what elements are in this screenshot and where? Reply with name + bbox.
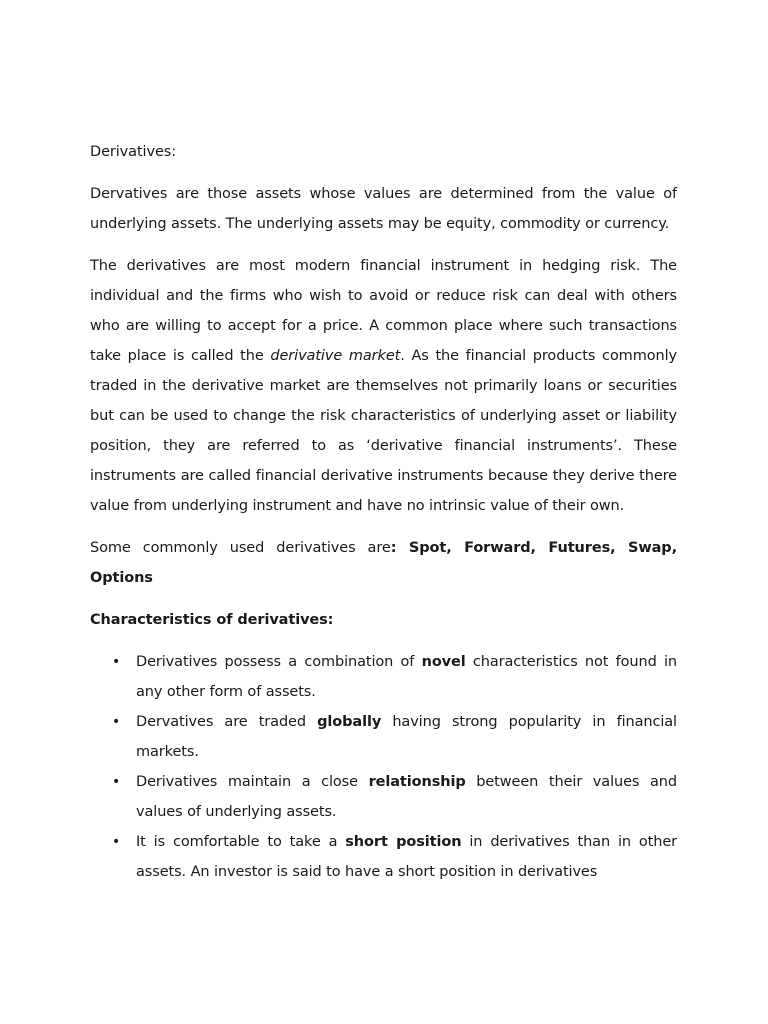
paragraph-hedging-part2: . As the financial products commonly traded in the derivative market are themselves not primarily loans or securities but can be used to change the risk characteristics of underlying asset or liability position, they are referred to as ‘derivative financial instruments’. These instruments are called financial derivative instruments because they derive there value from underlying instrument and have no intrinsic value of their own. bbox=[90, 348, 677, 514]
derivative-market-term: derivative market bbox=[270, 348, 401, 364]
section-heading-text: Characteristics of derivatives: bbox=[90, 612, 334, 628]
paragraph-common-derivatives bbox=[90, 533, 677, 593]
list-item-bold: relationship bbox=[368, 774, 466, 790]
common-derivatives-list: : Spot, Forward, Futures, Swap, Options bbox=[90, 540, 677, 586]
list-item-text: having strong popularity in financial markets. bbox=[136, 714, 677, 760]
list-item-text: between their values and values of underlying assets. bbox=[136, 774, 677, 820]
paragraph-hedging-part1: The derivatives are most modern financial instrument in hedging risk. The individual and the firms who wish to avoid or reduce risk can deal with others who are willing to accept for a price. A common place where such transactions take place is called the bbox=[90, 258, 677, 364]
characteristics-list bbox=[90, 647, 677, 887]
list-item-text: characteristics not found in any other form of assets. bbox=[136, 654, 677, 700]
common-derivatives-lead: Some commonly used derivatives are bbox=[90, 540, 391, 556]
section-heading bbox=[90, 605, 677, 635]
paragraph-definition: Dervatives are those assets whose values are determined from the value of underlying assets. The underlying assets may be equity, commodity or currency. bbox=[90, 186, 677, 232]
list-item-text: Derivatives maintain a close bbox=[136, 774, 369, 790]
bullet-glyph: • bbox=[112, 714, 121, 730]
list-item bbox=[90, 647, 677, 707]
list-item-text: Derivatives possess a combination of bbox=[136, 654, 422, 670]
list-item bbox=[90, 707, 677, 767]
document-title: Derivatives: bbox=[90, 144, 176, 160]
list-item bbox=[90, 827, 677, 887]
paragraph-hedging bbox=[90, 251, 677, 521]
list-item-text: in derivatives than in other assets. An investor is said to have a short position in derivatives bbox=[136, 834, 678, 880]
document-page bbox=[90, 137, 677, 887]
bullet-glyph: • bbox=[112, 774, 121, 790]
list-item-bold: globally bbox=[317, 714, 382, 730]
bullet-glyph: • bbox=[112, 834, 121, 850]
list-item-bold: novel bbox=[421, 654, 466, 670]
list-item-text: Dervatives are traded bbox=[136, 714, 318, 730]
list-item-bold: short position bbox=[345, 834, 462, 850]
list-item-text: It is comfortable to take a bbox=[136, 834, 346, 850]
bullet-glyph: • bbox=[112, 654, 121, 670]
list-item bbox=[90, 767, 677, 827]
